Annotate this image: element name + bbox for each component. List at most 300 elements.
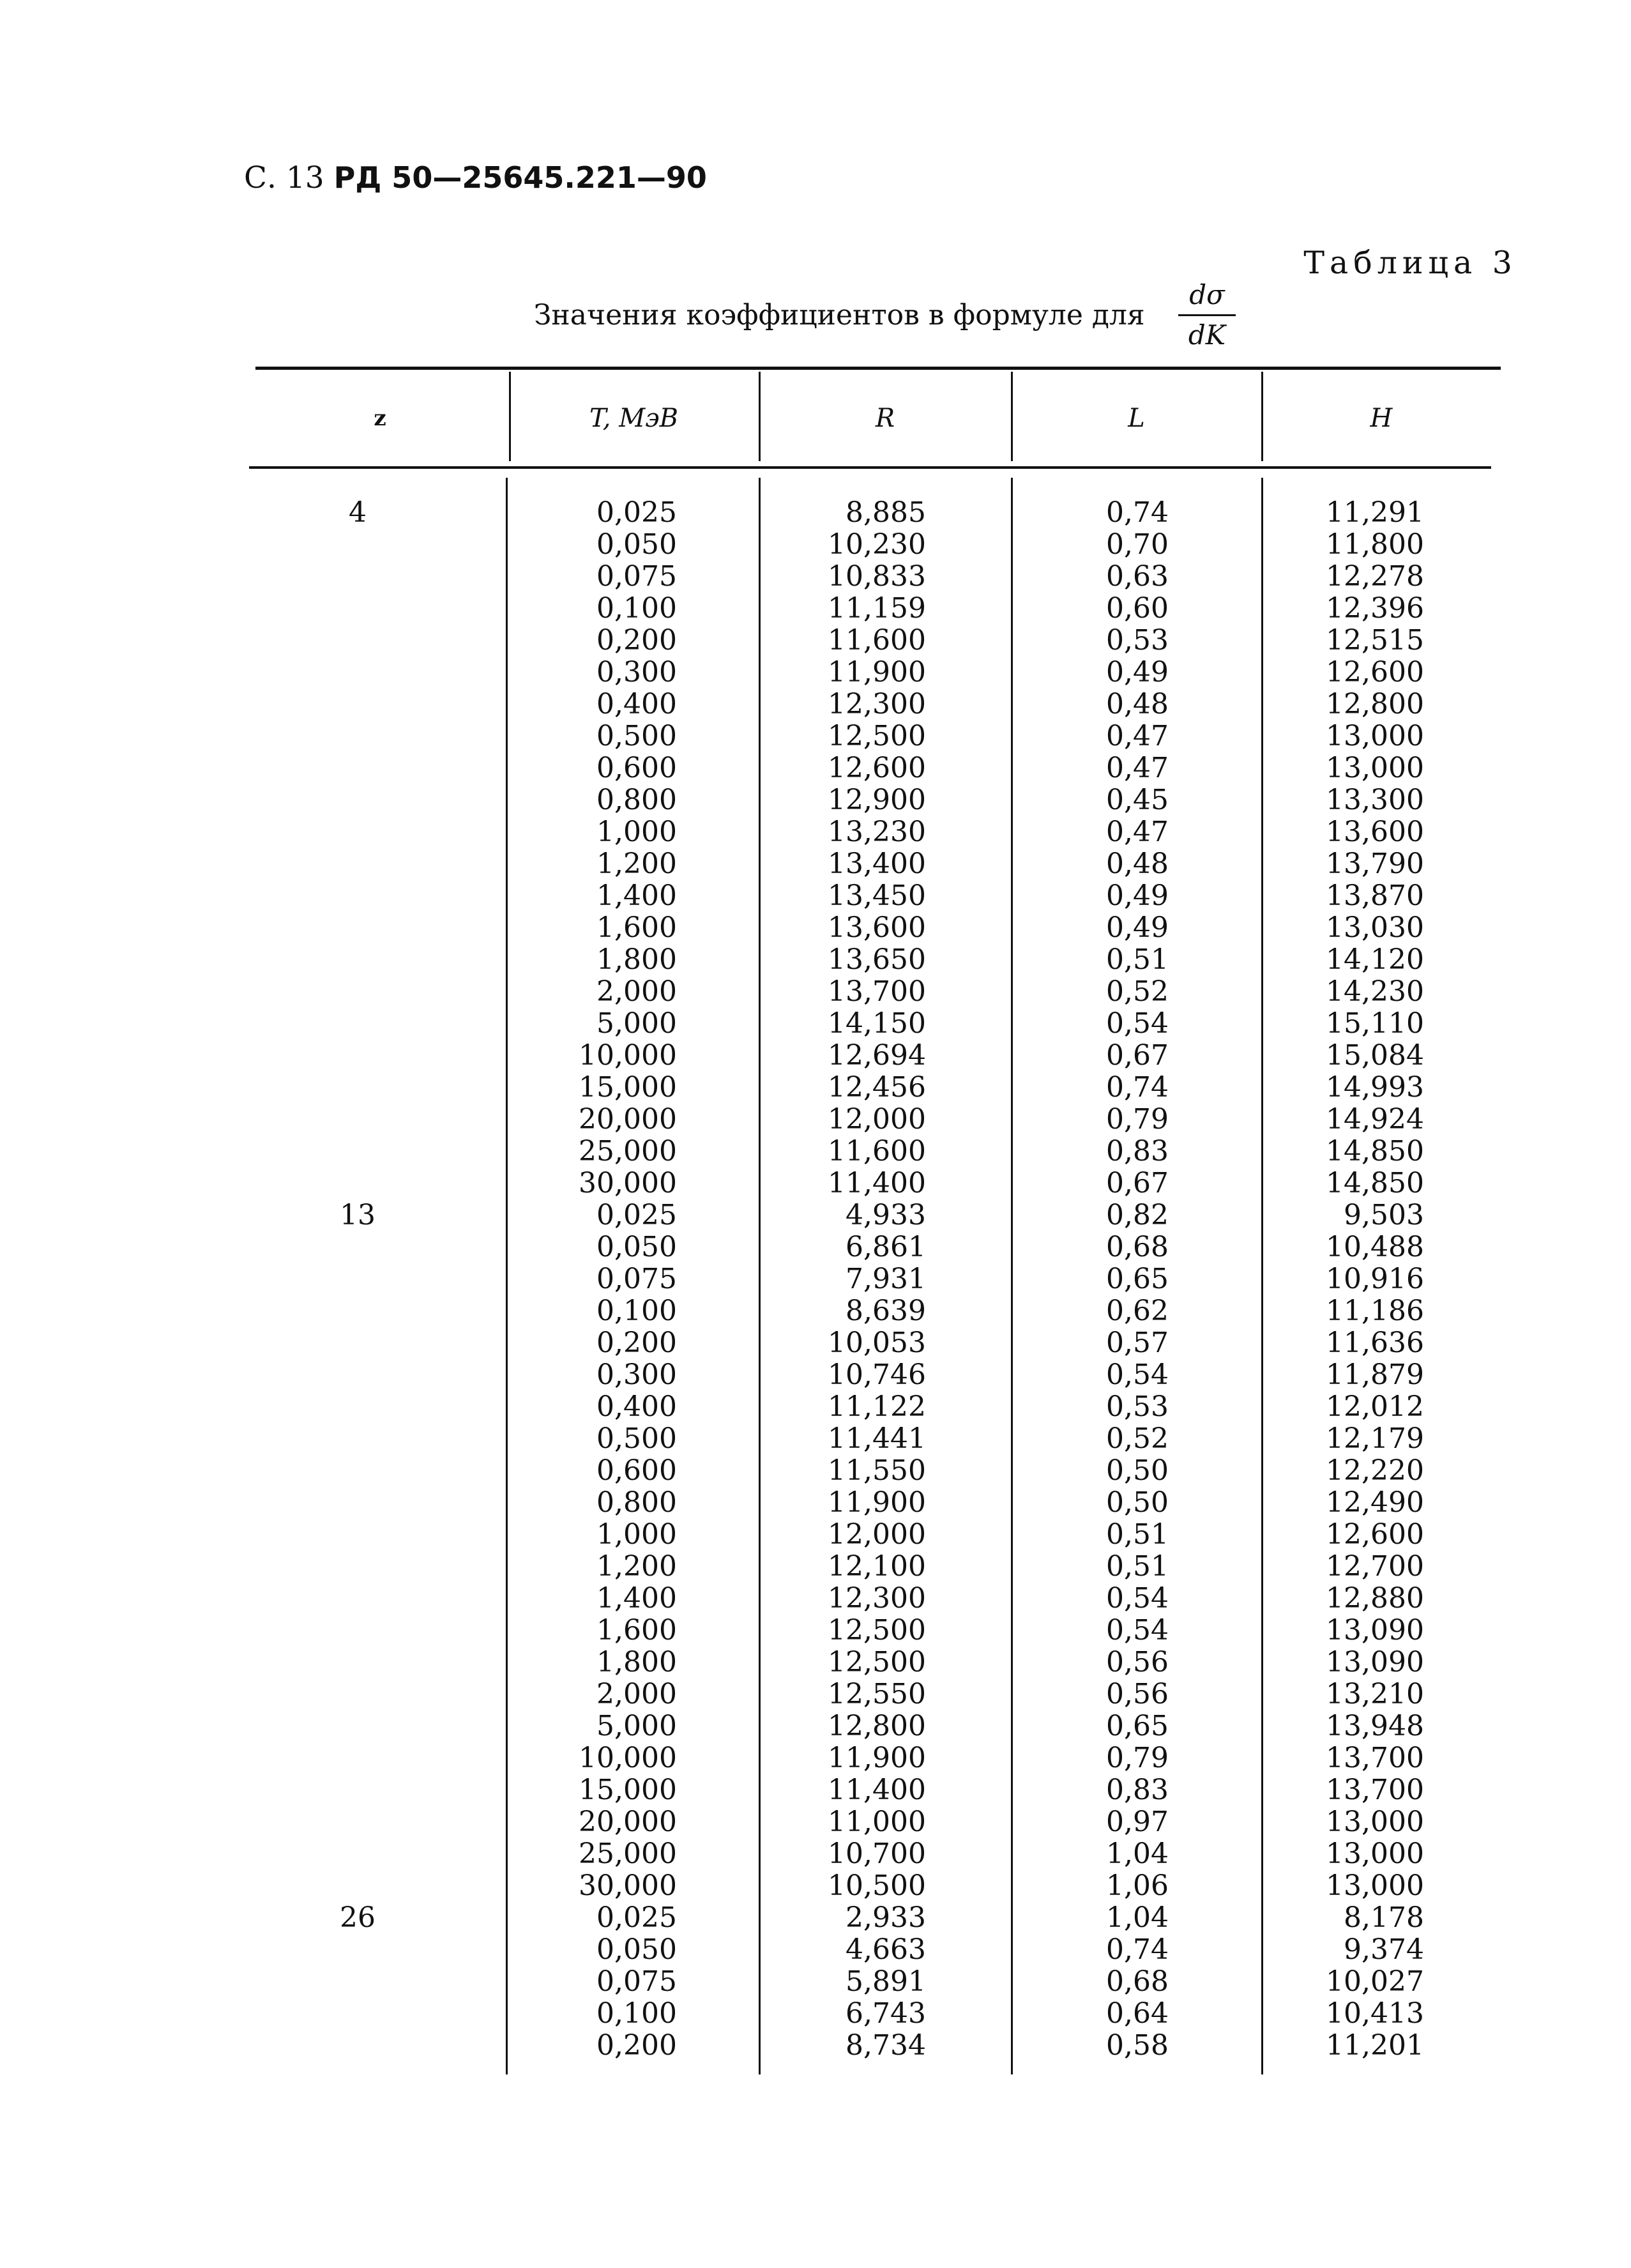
table-row: [0, 1519, 1631, 1551]
table-row: [0, 1551, 1631, 1583]
cell-z-value: [307, 1870, 409, 1902]
cell-h-coefficient: 12,880: [1326, 1582, 1424, 1615]
cell-energy: 0,200: [596, 1327, 677, 1359]
cell-z-value: [307, 1455, 409, 1487]
cell-z-value: [307, 1838, 409, 1870]
table-row: [0, 1391, 1631, 1423]
table-row: [0, 1327, 1631, 1359]
cell-z-value: [307, 657, 409, 689]
table-row: [0, 1902, 1631, 1934]
cell-h-coefficient: 13,000: [1326, 752, 1424, 784]
cell-l-coefficient: 0,68: [1106, 1231, 1169, 1263]
cell-z-value: 26: [340, 1901, 376, 1934]
cell-h-coefficient: 13,000: [1326, 720, 1424, 752]
cell-energy: 1,600: [596, 911, 677, 944]
cell-energy: 10,000: [579, 1039, 677, 1072]
cell-r-coefficient: 12,300: [828, 688, 926, 720]
cell-energy: 25,000: [579, 1135, 677, 1168]
cell-h-coefficient: 13,790: [1326, 848, 1424, 880]
cell-r-coefficient: 12,000: [828, 1103, 926, 1136]
cell-z-value: [307, 976, 409, 1008]
table-row: [0, 1615, 1631, 1647]
cell-z-value: [307, 1742, 409, 1774]
cell-h-coefficient: 15,084: [1326, 1039, 1424, 1072]
table-caption: Значения коэффициентов в формуле для: [534, 299, 1145, 331]
cell-r-coefficient: 5,891: [846, 1965, 926, 1998]
cell-r-coefficient: 11,550: [828, 1454, 926, 1487]
cell-r-coefficient: 7,931: [846, 1263, 926, 1295]
cell-h-coefficient: 13,700: [1326, 1742, 1424, 1774]
cell-r-coefficient: 10,700: [828, 1838, 926, 1870]
cell-energy: 0,300: [596, 1359, 677, 1391]
cell-z-value: [307, 1934, 409, 1966]
cell-z-value: [307, 1263, 409, 1295]
cell-z-value: [307, 1998, 409, 2030]
cell-h-coefficient: 12,396: [1326, 592, 1424, 625]
cell-z-value: [307, 720, 409, 752]
cell-z-value: [307, 1231, 409, 1263]
cell-z-value: [307, 1391, 409, 1423]
cell-energy: 1,600: [596, 1614, 677, 1647]
table-row: [0, 593, 1631, 625]
cell-energy: 0,300: [596, 656, 677, 689]
page-number: С. 13: [244, 160, 324, 195]
cell-energy: 0,100: [596, 1997, 677, 2030]
cell-r-coefficient: 13,400: [828, 848, 926, 880]
cell-z-value: [307, 689, 409, 720]
cell-l-coefficient: 0,49: [1106, 879, 1169, 912]
cell-h-coefficient: 12,012: [1326, 1390, 1424, 1423]
cell-l-coefficient: 0,68: [1106, 1965, 1169, 1998]
cell-l-coefficient: 0,52: [1106, 1422, 1169, 1455]
cell-l-coefficient: 0,74: [1106, 496, 1169, 529]
table-row: [0, 1199, 1631, 1231]
cell-z-value: [307, 752, 409, 784]
cell-r-coefficient: 8,885: [846, 496, 926, 529]
cell-z-value: 4: [349, 496, 367, 529]
cell-l-coefficient: 0,47: [1106, 816, 1169, 848]
cell-z-value: [307, 784, 409, 816]
cell-energy: 0,025: [596, 496, 677, 529]
cell-h-coefficient: 13,000: [1326, 1806, 1424, 1838]
cell-z-value: [307, 1168, 409, 1199]
cell-energy: 1,400: [596, 879, 677, 912]
table-row: [0, 1838, 1631, 1870]
cell-l-coefficient: 0,49: [1106, 911, 1169, 944]
cell-z-value: [307, 1327, 409, 1359]
cell-r-coefficient: 11,000: [828, 1806, 926, 1838]
cell-energy: 1,800: [596, 1646, 677, 1678]
cell-h-coefficient: 8,178: [1344, 1901, 1424, 1934]
cell-h-coefficient: 13,870: [1326, 879, 1424, 912]
cell-energy: 10,000: [579, 1742, 677, 1774]
cell-l-coefficient: 0,53: [1106, 624, 1169, 657]
cell-r-coefficient: 10,746: [828, 1359, 926, 1391]
cell-r-coefficient: 11,441: [828, 1422, 926, 1455]
cell-z-value: [307, 1519, 409, 1551]
cell-h-coefficient: 12,490: [1326, 1486, 1424, 1519]
cell-l-coefficient: 0,48: [1106, 848, 1169, 880]
column-header-h: H: [1370, 404, 1393, 433]
cell-l-coefficient: 0,51: [1106, 943, 1169, 976]
cell-l-coefficient: 0,53: [1106, 1390, 1169, 1423]
cell-l-coefficient: 0,83: [1106, 1774, 1169, 1806]
cell-l-coefficient: 0,67: [1106, 1167, 1169, 1199]
cell-r-coefficient: 13,650: [828, 943, 926, 976]
cell-h-coefficient: 11,800: [1326, 528, 1424, 561]
cell-z-value: [307, 1583, 409, 1615]
cell-l-coefficient: 0,64: [1106, 1997, 1169, 2030]
table-row: [0, 2030, 1631, 2062]
cell-r-coefficient: 11,900: [828, 656, 926, 689]
table-row: [0, 1647, 1631, 1678]
cell-z-value: [307, 1966, 409, 1998]
cell-l-coefficient: 1,06: [1106, 1869, 1169, 1902]
cell-r-coefficient: 12,300: [828, 1582, 926, 1615]
cell-l-coefficient: 0,97: [1106, 1806, 1169, 1838]
cell-l-coefficient: 0,60: [1106, 592, 1169, 625]
cell-h-coefficient: 9,374: [1344, 1933, 1424, 1966]
cell-r-coefficient: 10,833: [828, 560, 926, 593]
table-row: [0, 1136, 1631, 1168]
cell-r-coefficient: 12,800: [828, 1710, 926, 1742]
column-header-l: L: [1128, 404, 1145, 433]
table-top-rule: [255, 367, 1501, 370]
table-row: [0, 1710, 1631, 1742]
cell-h-coefficient: 13,210: [1326, 1678, 1424, 1710]
table-row: [0, 1423, 1631, 1455]
cell-r-coefficient: 2,933: [846, 1901, 926, 1934]
cell-r-coefficient: 11,900: [828, 1742, 926, 1774]
cell-l-coefficient: 1,04: [1106, 1901, 1169, 1934]
cell-energy: 1,800: [596, 943, 677, 976]
cell-energy: 0,200: [596, 624, 677, 657]
cell-z-value: [307, 1040, 409, 1072]
cell-r-coefficient: 10,230: [828, 528, 926, 561]
table-row: [0, 497, 1631, 529]
cell-l-coefficient: 0,74: [1106, 1071, 1169, 1104]
cell-h-coefficient: 13,000: [1326, 1869, 1424, 1902]
column-header-t: T, МэВ: [589, 404, 678, 433]
cell-energy: 5,000: [596, 1710, 677, 1742]
fraction-numerator: dσ: [1189, 279, 1225, 310]
cell-energy: 30,000: [579, 1869, 677, 1902]
cell-energy: 1,200: [596, 1550, 677, 1583]
cell-energy: 20,000: [579, 1103, 677, 1136]
cell-h-coefficient: 12,700: [1326, 1550, 1424, 1583]
cell-z-value: [307, 1487, 409, 1519]
cell-energy: 0,025: [596, 1901, 677, 1934]
cell-l-coefficient: 0,54: [1106, 1007, 1169, 1040]
cell-z-value: [307, 1710, 409, 1742]
fraction-denominator: dK: [1188, 319, 1226, 351]
cell-energy: 0,050: [596, 528, 677, 561]
table-row: [0, 1359, 1631, 1391]
cell-z-value: [307, 1359, 409, 1391]
cell-energy: 0,600: [596, 1454, 677, 1487]
cell-h-coefficient: 13,300: [1326, 784, 1424, 816]
cell-r-coefficient: 11,600: [828, 624, 926, 657]
cell-h-coefficient: 14,120: [1326, 943, 1424, 976]
table-row: [0, 1998, 1631, 2030]
table-row: [0, 816, 1631, 848]
table-row: [0, 1168, 1631, 1199]
cell-z-value: [307, 1615, 409, 1647]
cell-h-coefficient: 12,179: [1326, 1422, 1424, 1455]
cell-energy: 0,500: [596, 720, 677, 752]
cell-l-coefficient: 0,79: [1106, 1742, 1169, 1774]
cell-energy: 2,000: [596, 975, 677, 1008]
cell-h-coefficient: 14,993: [1326, 1071, 1424, 1104]
cell-r-coefficient: 13,230: [828, 816, 926, 848]
cell-energy: 2,000: [596, 1678, 677, 1710]
cell-l-coefficient: 0,49: [1106, 656, 1169, 689]
cell-z-value: [307, 1551, 409, 1583]
cell-z-value: [307, 1104, 409, 1136]
cell-l-coefficient: 0,70: [1106, 528, 1169, 561]
table-row: [0, 529, 1631, 561]
cell-r-coefficient: 13,600: [828, 911, 926, 944]
cell-h-coefficient: 13,948: [1326, 1710, 1424, 1742]
table-row: [0, 1263, 1631, 1295]
table-row: [0, 976, 1631, 1008]
cell-l-coefficient: 0,47: [1106, 720, 1169, 752]
cell-z-value: [307, 880, 409, 912]
cell-energy: 30,000: [579, 1167, 677, 1199]
table-row: [0, 880, 1631, 912]
table-row: [0, 1008, 1631, 1040]
cell-l-coefficient: 0,82: [1106, 1199, 1169, 1231]
table-row: [0, 625, 1631, 657]
cell-energy: 0,100: [596, 592, 677, 625]
cell-z-value: [307, 944, 409, 976]
cell-z-value: [307, 816, 409, 848]
table-row: [0, 561, 1631, 593]
cell-h-coefficient: 12,800: [1326, 688, 1424, 720]
table-row: [0, 657, 1631, 689]
cell-z-value: [307, 1647, 409, 1678]
cell-energy: 15,000: [579, 1774, 677, 1806]
cell-h-coefficient: 13,000: [1326, 1838, 1424, 1870]
cell-h-coefficient: 12,600: [1326, 656, 1424, 689]
table-body: [0, 497, 1631, 2062]
cell-l-coefficient: 1,04: [1106, 1838, 1169, 1870]
cell-h-coefficient: 10,027: [1326, 1965, 1424, 1998]
cell-energy: 25,000: [579, 1838, 677, 1870]
table-row: [0, 912, 1631, 944]
cell-energy: 20,000: [579, 1806, 677, 1838]
cell-l-coefficient: 0,51: [1106, 1518, 1169, 1551]
cell-energy: 0,100: [596, 1295, 677, 1327]
cell-r-coefficient: 12,000: [828, 1518, 926, 1551]
cell-l-coefficient: 0,83: [1106, 1135, 1169, 1168]
cell-l-coefficient: 0,74: [1106, 1933, 1169, 1966]
cell-l-coefficient: 0,47: [1106, 752, 1169, 784]
cell-h-coefficient: 14,924: [1326, 1103, 1424, 1136]
cell-z-value: [307, 625, 409, 657]
cell-l-coefficient: 0,54: [1106, 1582, 1169, 1615]
cell-energy: 0,050: [596, 1933, 677, 1966]
cell-l-coefficient: 0,54: [1106, 1359, 1169, 1391]
cell-energy: 0,075: [596, 560, 677, 593]
cell-l-coefficient: 0,50: [1106, 1454, 1169, 1487]
cell-z-value: [307, 1806, 409, 1838]
column-header-r: R: [875, 404, 895, 433]
cell-r-coefficient: 12,100: [828, 1550, 926, 1583]
table-row: [0, 1104, 1631, 1136]
cell-energy: 0,400: [596, 1390, 677, 1423]
cell-r-coefficient: 11,159: [828, 592, 926, 625]
cell-h-coefficient: 11,879: [1326, 1359, 1424, 1391]
cell-energy: 0,600: [596, 752, 677, 784]
table-header-rule: [249, 466, 1491, 469]
table-row: [0, 1583, 1631, 1615]
cell-h-coefficient: 10,916: [1326, 1263, 1424, 1295]
cell-energy: 1,200: [596, 848, 677, 880]
cell-energy: 0,800: [596, 784, 677, 816]
table-row: [0, 1072, 1631, 1104]
cell-r-coefficient: 8,734: [846, 2029, 926, 2062]
cell-z-value: [307, 2030, 409, 2062]
cell-h-coefficient: 12,278: [1326, 560, 1424, 593]
cell-r-coefficient: 13,700: [828, 975, 926, 1008]
cell-h-coefficient: 13,700: [1326, 1774, 1424, 1806]
cell-r-coefficient: 10,500: [828, 1869, 926, 1902]
cell-h-coefficient: 12,515: [1326, 624, 1424, 657]
cell-h-coefficient: 11,186: [1326, 1295, 1424, 1327]
table-row: [0, 1455, 1631, 1487]
cell-h-coefficient: 9,503: [1344, 1199, 1424, 1231]
cell-h-coefficient: 14,230: [1326, 975, 1424, 1008]
cell-h-coefficient: 11,201: [1326, 2029, 1424, 2062]
cell-energy: 15,000: [579, 1071, 677, 1104]
table-row: [0, 784, 1631, 816]
cell-h-coefficient: 13,600: [1326, 816, 1424, 848]
cell-z-value: [307, 1136, 409, 1168]
table-label: Таблица 3: [1303, 245, 1517, 281]
table-row: [0, 1870, 1631, 1902]
table-row: [0, 1040, 1631, 1072]
cell-l-coefficient: 0,65: [1106, 1710, 1169, 1742]
cell-z-value: [307, 1774, 409, 1806]
cell-r-coefficient: 8,639: [846, 1295, 926, 1327]
cell-h-coefficient: 14,850: [1326, 1135, 1424, 1168]
cell-r-coefficient: 12,500: [828, 1614, 926, 1647]
table-row: [0, 1678, 1631, 1710]
table-row: [0, 944, 1631, 976]
cell-r-coefficient: 14,150: [828, 1007, 926, 1040]
cell-energy: 0,050: [596, 1231, 677, 1263]
cell-r-coefficient: 11,900: [828, 1486, 926, 1519]
cell-r-coefficient: 11,400: [828, 1774, 926, 1806]
cell-energy: 0,025: [596, 1199, 677, 1231]
cell-energy: 0,075: [596, 1263, 677, 1295]
cell-energy: 1,400: [596, 1582, 677, 1615]
cell-z-value: [307, 561, 409, 593]
cell-energy: 1,000: [596, 1518, 677, 1551]
cell-l-coefficient: 0,56: [1106, 1646, 1169, 1678]
cell-r-coefficient: 4,933: [846, 1199, 926, 1231]
table-row: [0, 720, 1631, 752]
cell-l-coefficient: 0,63: [1106, 560, 1169, 593]
cell-h-coefficient: 13,090: [1326, 1646, 1424, 1678]
cell-l-coefficient: 0,45: [1106, 784, 1169, 816]
cell-h-coefficient: 11,636: [1326, 1327, 1424, 1359]
cell-h-coefficient: 13,090: [1326, 1614, 1424, 1647]
table-row: [0, 752, 1631, 784]
cell-energy: 5,000: [596, 1007, 677, 1040]
cell-energy: 0,075: [596, 1965, 677, 1998]
table-row: [0, 848, 1631, 880]
cell-r-coefficient: 6,861: [846, 1231, 926, 1263]
cell-z-value: [307, 1008, 409, 1040]
cell-l-coefficient: 0,58: [1106, 2029, 1169, 2062]
cell-r-coefficient: 11,122: [828, 1390, 926, 1423]
cell-z-value: [307, 1678, 409, 1710]
cell-l-coefficient: 0,67: [1106, 1039, 1169, 1072]
cell-h-coefficient: 14,850: [1326, 1167, 1424, 1199]
cell-r-coefficient: 12,694: [828, 1039, 926, 1072]
cell-h-coefficient: 12,600: [1326, 1518, 1424, 1551]
table-row: [0, 1487, 1631, 1519]
cell-h-coefficient: 10,413: [1326, 1997, 1424, 2030]
cell-z-value: [307, 1423, 409, 1455]
cell-l-coefficient: 0,79: [1106, 1103, 1169, 1136]
cell-r-coefficient: 12,500: [828, 720, 926, 752]
cell-z-value: 13: [340, 1199, 376, 1231]
cell-l-coefficient: 0,54: [1106, 1614, 1169, 1647]
cell-l-coefficient: 0,65: [1106, 1263, 1169, 1295]
cell-z-value: [307, 593, 409, 625]
cell-l-coefficient: 0,52: [1106, 975, 1169, 1008]
cell-energy: 0,800: [596, 1486, 677, 1519]
cell-z-value: [307, 529, 409, 561]
table-row: [0, 1774, 1631, 1806]
cell-r-coefficient: 12,550: [828, 1678, 926, 1710]
cell-r-coefficient: 12,600: [828, 752, 926, 784]
cell-z-value: [307, 912, 409, 944]
cell-h-coefficient: 15,110: [1326, 1007, 1424, 1040]
cell-l-coefficient: 0,50: [1106, 1486, 1169, 1519]
cell-r-coefficient: 12,500: [828, 1646, 926, 1678]
cell-l-coefficient: 0,48: [1106, 688, 1169, 720]
document-code: РД 50—25645.221—90: [333, 160, 707, 195]
cell-h-coefficient: 12,220: [1326, 1454, 1424, 1487]
cell-energy: 1,000: [596, 816, 677, 848]
table-row: [0, 1295, 1631, 1327]
cell-h-coefficient: 13,030: [1326, 911, 1424, 944]
cell-z-value: [307, 848, 409, 880]
cell-r-coefficient: 11,400: [828, 1167, 926, 1199]
cell-energy: 0,200: [596, 2029, 677, 2062]
cell-r-coefficient: 11,600: [828, 1135, 926, 1168]
column-header-z: z: [374, 406, 386, 431]
table-row: [0, 1806, 1631, 1838]
table-row: [0, 689, 1631, 720]
cell-r-coefficient: 12,456: [828, 1071, 926, 1104]
cell-energy: 0,500: [596, 1422, 677, 1455]
table-row: [0, 1966, 1631, 1998]
table-row: [0, 1934, 1631, 1966]
cell-h-coefficient: 11,291: [1326, 496, 1424, 529]
cell-z-value: [307, 1295, 409, 1327]
cell-l-coefficient: 0,51: [1106, 1550, 1169, 1583]
cell-r-coefficient: 12,900: [828, 784, 926, 816]
table-row: [0, 1742, 1631, 1774]
cell-l-coefficient: 0,62: [1106, 1295, 1169, 1327]
cell-r-coefficient: 6,743: [846, 1997, 926, 2030]
cell-r-coefficient: 13,450: [828, 879, 926, 912]
